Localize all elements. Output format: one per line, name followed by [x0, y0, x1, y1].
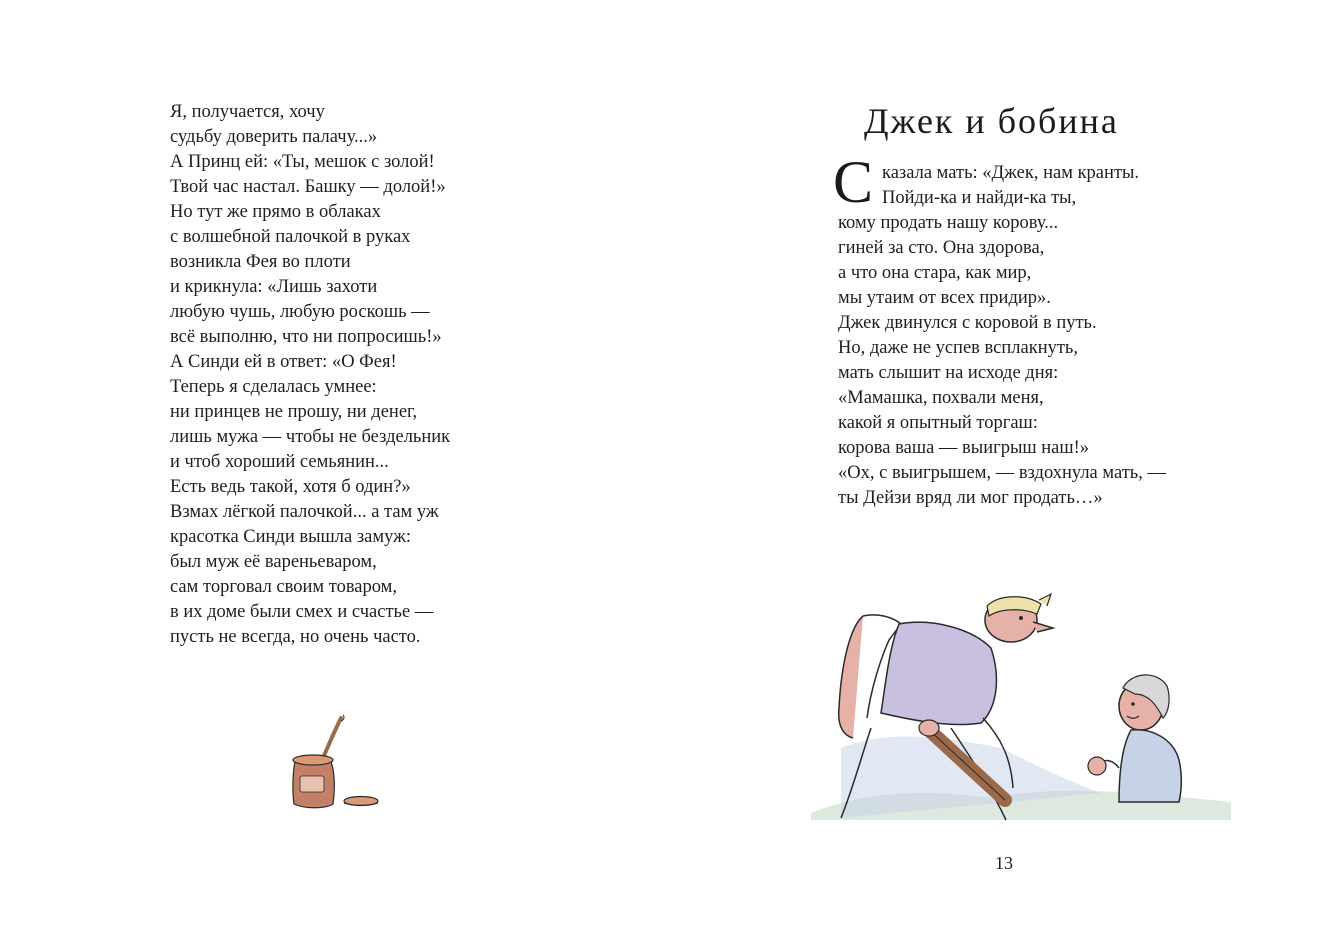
verse-line: Я, получается, хочу — [170, 102, 325, 122]
poem-title: Джек и бобина — [864, 101, 1119, 141]
verse-line: лишь мужа — чтобы не бездельник — [170, 427, 451, 447]
jam-jar-icon — [283, 710, 383, 815]
verse-line: Джек двинулся с коровой в путь. — [838, 313, 1097, 333]
verse-line: в их доме были смех и счастье — — [170, 602, 434, 622]
verse-line: Но тут же прямо в облаках — [170, 202, 381, 222]
mother-and-jack-illustration — [801, 588, 1241, 828]
verse-line: красотка Синди вышла замуж: — [170, 527, 412, 547]
verse-line: корова ваша — выигрыш наш!» — [838, 438, 1090, 458]
verse-line: казала мать: «Джек, нам кранты. — [882, 163, 1140, 183]
page-number: 13 — [995, 853, 1013, 873]
verse-line: пусть не всегда, но очень часто. — [170, 627, 421, 647]
left-verse — [170, 100, 450, 650]
verse-line: любую чушь, любую роскошь — — [170, 302, 430, 322]
verse-line: А Принц ей: «Ты, мешок с золой! — [170, 152, 435, 172]
verse-line: мать слышит на исходе дня: — [838, 363, 1059, 383]
verse-line: «Ох, с выигрышем, — вздохнула мать, — — [838, 463, 1166, 483]
verse-line: Есть ведь такой, хотя б один?» — [170, 477, 411, 497]
verse-line: судьбу доверить палачу...» — [170, 127, 378, 147]
verse-line: мы утаим от всех придир». — [838, 288, 1051, 308]
right-verse — [838, 161, 1166, 511]
verse-line: гиней за сто. Она здорова, — [838, 238, 1045, 258]
verse-line: и крикнула: «Лишь захоти — [170, 277, 378, 297]
verse-line: Теперь я сделалась умнее: — [170, 377, 377, 397]
verse-line: и чтоб хороший семьянин... — [170, 452, 389, 472]
verse-line: ни принцев не прошу, ни денег, — [170, 402, 418, 422]
drop-cap: С — [833, 149, 874, 215]
verse-line: Пойди-ка и найди-ка ты, — [882, 188, 1077, 208]
verse-line: был муж её вареньеваром, — [170, 552, 377, 572]
verse-line: «Мамашка, похвали меня, — [838, 388, 1044, 408]
verse-line: какой я опытный торгаш: — [838, 413, 1038, 433]
verse-line: А Синди ей в ответ: «О Фея! — [170, 352, 397, 372]
verse-line: Но, даже не успев всплакнуть, — [838, 338, 1078, 358]
verse-line: Взмах лёгкой палочкой... а там уж — [170, 502, 439, 522]
verse-line: ты Дейзи вряд ли мог продать…» — [838, 488, 1103, 508]
verse-line: возникла Фея во плоти — [170, 252, 351, 272]
left-page — [0, 0, 669, 945]
verse-line: кому продать нашу корову... — [838, 213, 1059, 233]
verse-line: Твой час настал. Башку — долой!» — [170, 177, 446, 197]
verse-line: с волшебной палочкой в руках — [170, 227, 411, 247]
verse-line: а что она стара, как мир, — [838, 263, 1032, 283]
verse-line: всё выполню, что ни попросишь!» — [170, 327, 442, 347]
right-page — [669, 0, 1339, 945]
verse-line: сам торговал своим товаром, — [170, 577, 397, 597]
